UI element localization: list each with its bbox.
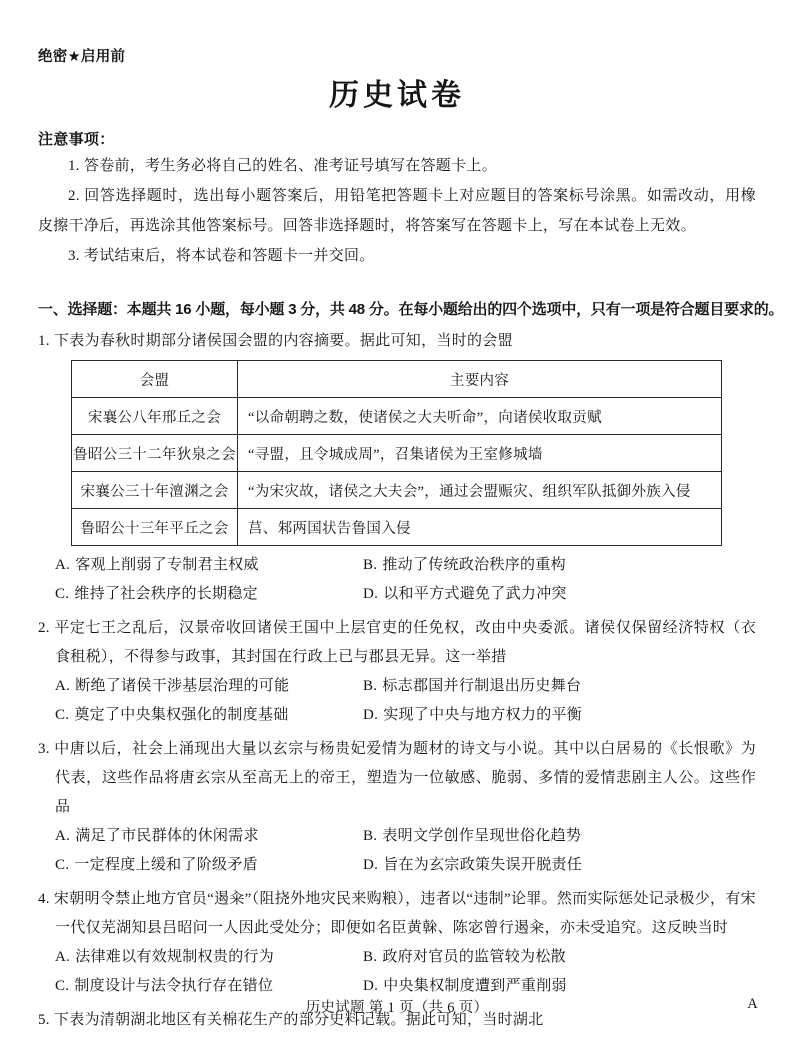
option-text: 标志郡国并行制退出历史舞台 <box>382 678 582 694</box>
table-cell-content: “以命朝聘之数，使诸侯之大夫听命”，向诸侯收取贡赋 <box>238 398 722 435</box>
option-text: 断绝了诸侯干涉基层治理的可能 <box>75 678 290 694</box>
table-header-alliance: 会盟 <box>72 361 238 398</box>
page-number: 历史试题 第 1 页（共 6 页） <box>305 1000 489 1016</box>
question-1-option-c <box>55 580 363 609</box>
question-3-option-b <box>363 822 756 851</box>
question-3 <box>38 735 756 880</box>
version-letter: A <box>747 996 758 1012</box>
option-letter: C. <box>55 857 70 873</box>
option-text: 旨在为玄宗政策失误开脱责任 <box>383 857 583 873</box>
notice-item-3: 3. 考试结束后，将本试卷和答题卡一并交回。 <box>68 248 375 264</box>
secrecy-label: 绝密★启用前 <box>38 49 126 65</box>
option-text: 以和平方式避免了武力冲突 <box>383 586 567 602</box>
question-4-option-b <box>363 943 756 972</box>
question-2-options <box>38 672 756 730</box>
option-letter: C. <box>55 707 70 723</box>
option-text: 满足了市民群体的休闲需求 <box>75 828 259 844</box>
option-letter: B. <box>363 678 378 694</box>
option-letter: A. <box>55 678 71 694</box>
question-4-options <box>38 943 756 1001</box>
table-row <box>72 472 722 509</box>
question-2-option-b <box>363 672 756 701</box>
question-2-option-c <box>55 701 363 730</box>
question-2-option-a <box>55 672 363 701</box>
option-letter: B. <box>363 828 378 844</box>
question-3-option-d <box>363 851 756 880</box>
option-letter: C. <box>55 586 70 602</box>
option-letter: C. <box>55 978 70 994</box>
option-letter: B. <box>363 949 378 965</box>
option-letter: A. <box>55 557 71 573</box>
notice-list <box>38 151 756 271</box>
option-letter: A. <box>55 949 71 965</box>
question-4 <box>38 885 756 1001</box>
question-2 <box>38 614 756 730</box>
notice-heading: 注意事项： <box>38 131 115 148</box>
option-letter: A. <box>55 828 71 844</box>
option-text: 一定程度上缓和了阶级矛盾 <box>74 857 258 873</box>
alliance-table <box>71 360 722 546</box>
page-footer <box>0 996 794 1018</box>
option-letter: D. <box>363 707 379 723</box>
option-text: 奠定了中央集权强化的制度基础 <box>74 707 289 723</box>
table-cell-content: 莒、邾两国状告鲁国入侵 <box>238 509 722 546</box>
option-letter: B. <box>363 557 378 573</box>
option-text: 制度设计与法令执行存在错位 <box>74 978 274 994</box>
question-1-option-a <box>55 551 363 580</box>
question-3-option-c <box>55 851 363 880</box>
option-text: 政府对官员的监管较为松散 <box>382 949 566 965</box>
option-text: 客观上削弱了专制君主权威 <box>75 557 259 573</box>
table-cell-content: “寻盟，且令城成周”，召集诸侯为王室修城墙 <box>238 435 722 472</box>
option-text: 表明文学创作呈现世俗化趋势 <box>382 828 582 844</box>
question-1-stem: 1. 下表为春秋时期部分诸侯国会盟的内容摘要。据此可知，当时的会盟 <box>38 333 513 349</box>
question-3-stem: 3. 中唐以后，社会上涌现出大量以玄宗与杨贵妃爱情为题材的诗文与小说。其中以白居易的《长恨歌》为代表，这些作品将唐玄宗从至高无上的帝王，塑造为一位敏感、脆弱、多情的爱情悲剧主人公。这些作品 <box>38 741 756 815</box>
option-text: 实现了中央与地方权力的平衡 <box>383 707 583 723</box>
page-title: 历史试卷 <box>329 79 465 112</box>
table-row <box>72 398 722 435</box>
question-1-option-b <box>363 551 756 580</box>
question-2-stem: 2. 平定七王之乱后，汉景帝收回诸侯王国中上层官吏的任免权，改由中央委派。诸侯仅保留经济特权（衣食租税），不得参与政事，其封国在行政上已与郡县无异。这一举措 <box>38 620 756 665</box>
table-cell-alliance: 鲁昭公十三年平丘之会 <box>72 509 238 546</box>
section-1-heading: 一、选择题：本题共 16 小题，每小题 3 分，共 48 分。在每小题给出的四个选项中，只有一项是符合题目要求的。 <box>38 301 784 318</box>
question-5-stem: 5. 下表为清朝湖北地区有关棉花生产的部分史料记载。据此可知，当时湖北 <box>38 1012 544 1028</box>
question-1 <box>38 327 756 609</box>
question-1-option-d <box>363 580 756 609</box>
option-text: 推动了传统政治秩序的重构 <box>382 557 566 573</box>
table-header-content: 主要内容 <box>238 361 722 398</box>
question-2-option-d <box>363 701 756 730</box>
question-1-options <box>38 551 756 609</box>
option-text: 法律难以有效规制权贵的行为 <box>75 949 275 965</box>
option-text: 维持了社会秩序的长期稳定 <box>74 586 258 602</box>
notice-item-2: 2. 回答选择题时，选出每小题答案后，用铅笔把答题卡上对应题目的答案标号涂黑。如需改动，用橡皮擦干净后，再选涂其他答案标号。回答非选择题时，将答案写在答题卡上，写在本试卷上无效。 <box>38 188 756 234</box>
option-letter: D. <box>363 857 379 873</box>
table-header-row <box>72 361 722 398</box>
option-text: 中央集权制度遭到严重削弱 <box>383 978 567 994</box>
question-3-options <box>38 822 756 880</box>
option-letter: D. <box>363 978 379 994</box>
notice-item-1: 1. 答卷前，考生务必将自己的姓名、准考证号填写在答题卡上。 <box>68 158 498 174</box>
table-cell-alliance: 宋襄公三十年澶渊之会 <box>72 472 238 509</box>
table-row <box>72 509 722 546</box>
table-cell-content: “为宋灾故，诸侯之大夫会”，通过会盟赈灾、组织军队抵御外族入侵 <box>238 472 722 509</box>
question-4-stem: 4. 宋朝明令禁止地方官员“遏籴”（阻挠外地灾民来购粮），违者以“违制”论罪。然而实际惩处记录极少，有宋一代仅芜湖知县吕昭问一人因此受处分；即便如名臣黄榦、陈宓曾行遏籴，亦未受追究。这反映当时 <box>38 891 756 936</box>
option-letter: D. <box>363 586 379 602</box>
table-cell-alliance: 鲁昭公三十二年狄泉之会 <box>72 435 238 472</box>
question-4-option-a <box>55 943 363 972</box>
table-cell-alliance: 宋襄公八年邢丘之会 <box>72 398 238 435</box>
table-row <box>72 435 722 472</box>
question-3-option-a <box>55 822 363 851</box>
